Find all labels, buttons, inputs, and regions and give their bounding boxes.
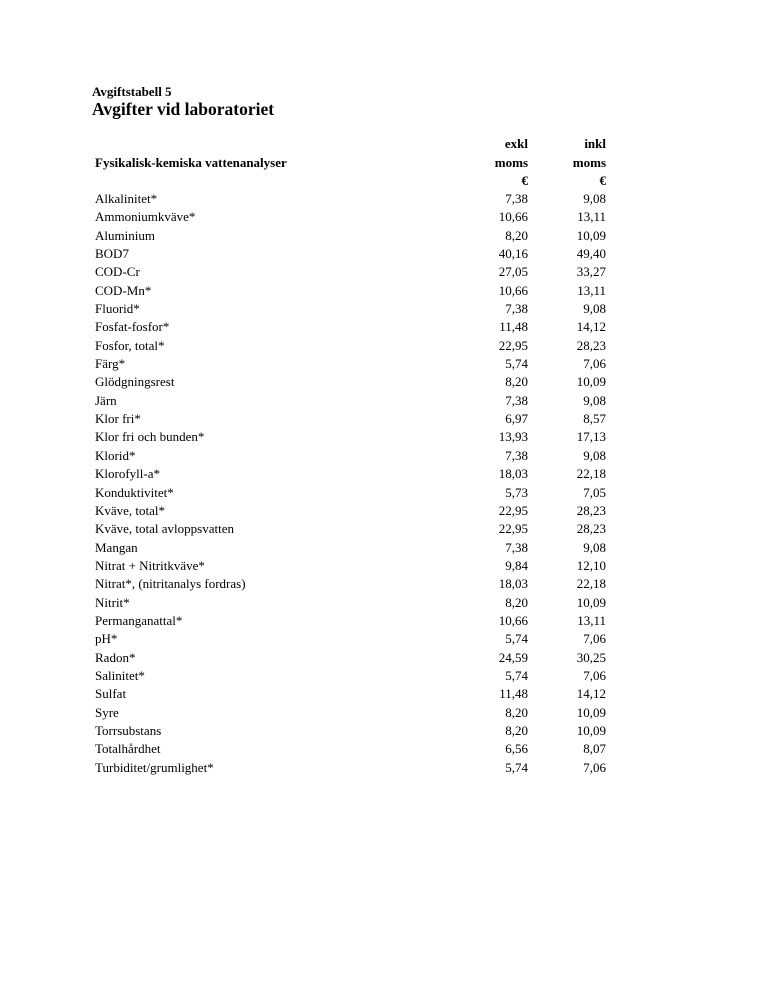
price-inkl-moms: 7,06 (583, 631, 606, 647)
price-inkl-moms: 8,57 (583, 411, 606, 427)
price-exkl-moms: 8,20 (505, 227, 528, 243)
price-inkl-moms: 49,40 (576, 246, 606, 262)
table-row (95, 428, 606, 446)
price-exkl-moms: 22,95 (498, 521, 528, 537)
price-inkl-moms: 14,12 (576, 319, 606, 335)
table-row (95, 575, 606, 593)
table-row (95, 667, 606, 685)
price-exkl-moms: 5,74 (505, 759, 528, 775)
price-exkl-moms: 10,66 (498, 282, 528, 298)
price-exkl-moms: 18,03 (498, 466, 528, 482)
table-row (95, 740, 606, 758)
analysis-name: Nitrit* (95, 594, 130, 610)
price-inkl-moms: 28,23 (576, 502, 606, 518)
table-row (95, 759, 606, 777)
price-inkl-moms: 33,27 (576, 264, 606, 280)
analysis-name: Sulfat (95, 686, 127, 702)
price-inkl-moms: 7,06 (583, 759, 606, 775)
price-exkl-moms: 11,48 (499, 686, 528, 702)
table-row (95, 704, 606, 722)
table-subtitle: Avgiftstabell 5 (92, 84, 172, 99)
price-inkl-moms: 10,09 (576, 227, 606, 243)
analysis-name: Nitrat + Nitritkväve* (95, 557, 205, 573)
analysis-name: Konduktivitet* (95, 484, 174, 500)
price-exkl-moms: 22,95 (498, 337, 528, 353)
analysis-name: Mangan (95, 539, 138, 555)
price-inkl-moms: 10,09 (576, 704, 606, 720)
table-row (95, 245, 606, 263)
table-row (95, 465, 606, 483)
price-exkl-moms: 7,38 (505, 301, 528, 317)
table-row (95, 502, 606, 520)
price-inkl-moms: 8,07 (583, 741, 606, 757)
price-exkl-moms: 8,20 (505, 374, 528, 390)
price-inkl-moms: 9,08 (583, 392, 606, 408)
analysis-name: COD-Mn* (95, 282, 152, 298)
price-inkl-moms: 28,23 (576, 521, 606, 537)
price-inkl-moms: 7,05 (583, 484, 606, 500)
price-exkl-moms: 10,66 (498, 209, 528, 225)
price-inkl-moms: 13,11 (577, 612, 606, 628)
column-header-line: inkl (584, 136, 606, 151)
table-row (95, 227, 606, 245)
price-exkl-moms: 5,74 (505, 667, 528, 683)
price-exkl-moms: 11,48 (499, 319, 528, 335)
table-row (95, 520, 606, 538)
analysis-name: Turbiditet/grumlighet* (95, 759, 214, 775)
analysis-name: Kväve, total* (95, 502, 166, 518)
analysis-name: Nitrat*, (nitritanalys fordras) (95, 576, 246, 592)
table-row (95, 373, 606, 391)
analysis-name: Fosfat-fosfor* (95, 319, 170, 335)
price-exkl-moms: 18,03 (498, 576, 528, 592)
price-inkl-moms: 12,10 (576, 557, 606, 573)
analysis-name: Permanganattal* (95, 612, 183, 628)
analysis-name: Klorid* (95, 447, 136, 463)
table-row (95, 557, 606, 575)
page-title: Avgifter vid laboratoriet (92, 99, 275, 119)
column-header-line: moms (494, 154, 528, 170)
price-exkl-moms: 8,20 (505, 704, 528, 720)
table-row (95, 539, 606, 557)
column-header-currency: € (521, 173, 528, 188)
price-exkl-moms: 6,56 (505, 741, 528, 757)
table-row (95, 208, 606, 226)
table-row (95, 410, 606, 428)
table-row (95, 594, 606, 612)
price-inkl-moms: 13,11 (577, 282, 606, 298)
price-inkl-moms: 22,18 (576, 576, 606, 592)
analysis-name: Klorofyll-a* (95, 466, 160, 482)
column-header-line: exkl (504, 136, 528, 151)
table-row (95, 685, 606, 703)
analysis-name: COD-Cr (95, 264, 140, 280)
analysis-name: Aluminium (95, 227, 155, 243)
price-inkl-moms: 17,13 (576, 429, 606, 445)
table-row (95, 355, 606, 373)
table-row (95, 447, 606, 465)
price-exkl-moms: 13,93 (498, 429, 528, 445)
analysis-name: Klor fri* (95, 411, 141, 427)
analysis-name: Fluorid* (95, 301, 140, 317)
price-exkl-moms: 10,66 (498, 612, 528, 628)
price-inkl-moms: 7,06 (583, 667, 606, 683)
analysis-name: Syre (95, 704, 119, 720)
table-row (95, 282, 606, 300)
price-exkl-moms: 40,16 (498, 246, 528, 262)
price-inkl-moms: 9,08 (583, 191, 606, 206)
analysis-name: Fosfor, total* (95, 337, 165, 353)
table-row (95, 630, 606, 648)
price-inkl-moms: 10,09 (576, 722, 606, 738)
table-row (95, 337, 606, 355)
price-exkl-moms: 22,95 (498, 502, 528, 518)
analysis-name: Radon* (95, 649, 136, 665)
table-row (95, 612, 606, 630)
price-inkl-moms: 10,09 (576, 594, 606, 610)
analysis-name: Alkalinitet* (95, 191, 158, 206)
table-row (95, 484, 606, 502)
price-exkl-moms: 7,38 (505, 539, 528, 555)
column-header-inkl-moms (552, 135, 606, 191)
analysis-name: Klor fri och bunden* (95, 429, 205, 445)
price-inkl-moms: 28,23 (576, 337, 606, 353)
price-exkl-moms: 7,38 (505, 447, 528, 463)
price-inkl-moms: 10,09 (576, 374, 606, 390)
price-exkl-moms: 8,20 (505, 722, 528, 738)
price-inkl-moms: 22,18 (576, 466, 606, 482)
analysis-name: Totalhårdhet (95, 741, 161, 757)
price-inkl-moms: 13,11 (577, 209, 606, 225)
analysis-name: Glödgningsrest (95, 374, 175, 390)
price-exkl-moms: 24,59 (498, 649, 528, 665)
price-exkl-moms: 5,74 (505, 356, 528, 372)
analysis-name: Torrsubstans (95, 722, 162, 738)
fee-table (95, 190, 606, 777)
price-inkl-moms: 9,08 (583, 539, 606, 555)
analysis-name: Salinitet* (95, 667, 145, 683)
price-exkl-moms: 9,84 (505, 557, 528, 573)
analysis-name: Kväve, total avloppsvatten (95, 521, 234, 537)
analysis-name: Järn (95, 392, 117, 408)
column-header-exkl-moms (472, 135, 528, 191)
table-row (95, 190, 606, 208)
price-exkl-moms: 5,74 (505, 631, 528, 647)
price-inkl-moms: 14,12 (576, 686, 606, 702)
price-inkl-moms: 9,08 (583, 301, 606, 317)
analysis-name: Ammoniumkväve* (95, 209, 196, 225)
price-exkl-moms: 8,20 (505, 594, 528, 610)
table-row (95, 649, 606, 667)
table-row (95, 392, 606, 410)
price-exkl-moms: 5,73 (505, 484, 528, 500)
section-heading: Fysikalisk-kemiska vattenanalyser (95, 155, 287, 170)
table-row (95, 300, 606, 318)
price-exkl-moms: 7,38 (505, 392, 528, 408)
column-header-currency: € (599, 173, 606, 188)
price-exkl-moms: 7,38 (505, 191, 528, 206)
table-row (95, 318, 606, 336)
analysis-name: BOD7 (95, 246, 129, 262)
price-exkl-moms: 27,05 (498, 264, 528, 280)
analysis-name: pH* (95, 631, 118, 647)
column-header-line: moms (572, 154, 606, 170)
table-row (95, 263, 606, 281)
price-inkl-moms: 7,06 (583, 356, 606, 372)
table-row (95, 722, 606, 740)
price-inkl-moms: 9,08 (583, 447, 606, 463)
price-exkl-moms: 6,97 (505, 411, 528, 427)
analysis-name: Färg* (95, 356, 126, 372)
price-inkl-moms: 30,25 (576, 649, 606, 665)
